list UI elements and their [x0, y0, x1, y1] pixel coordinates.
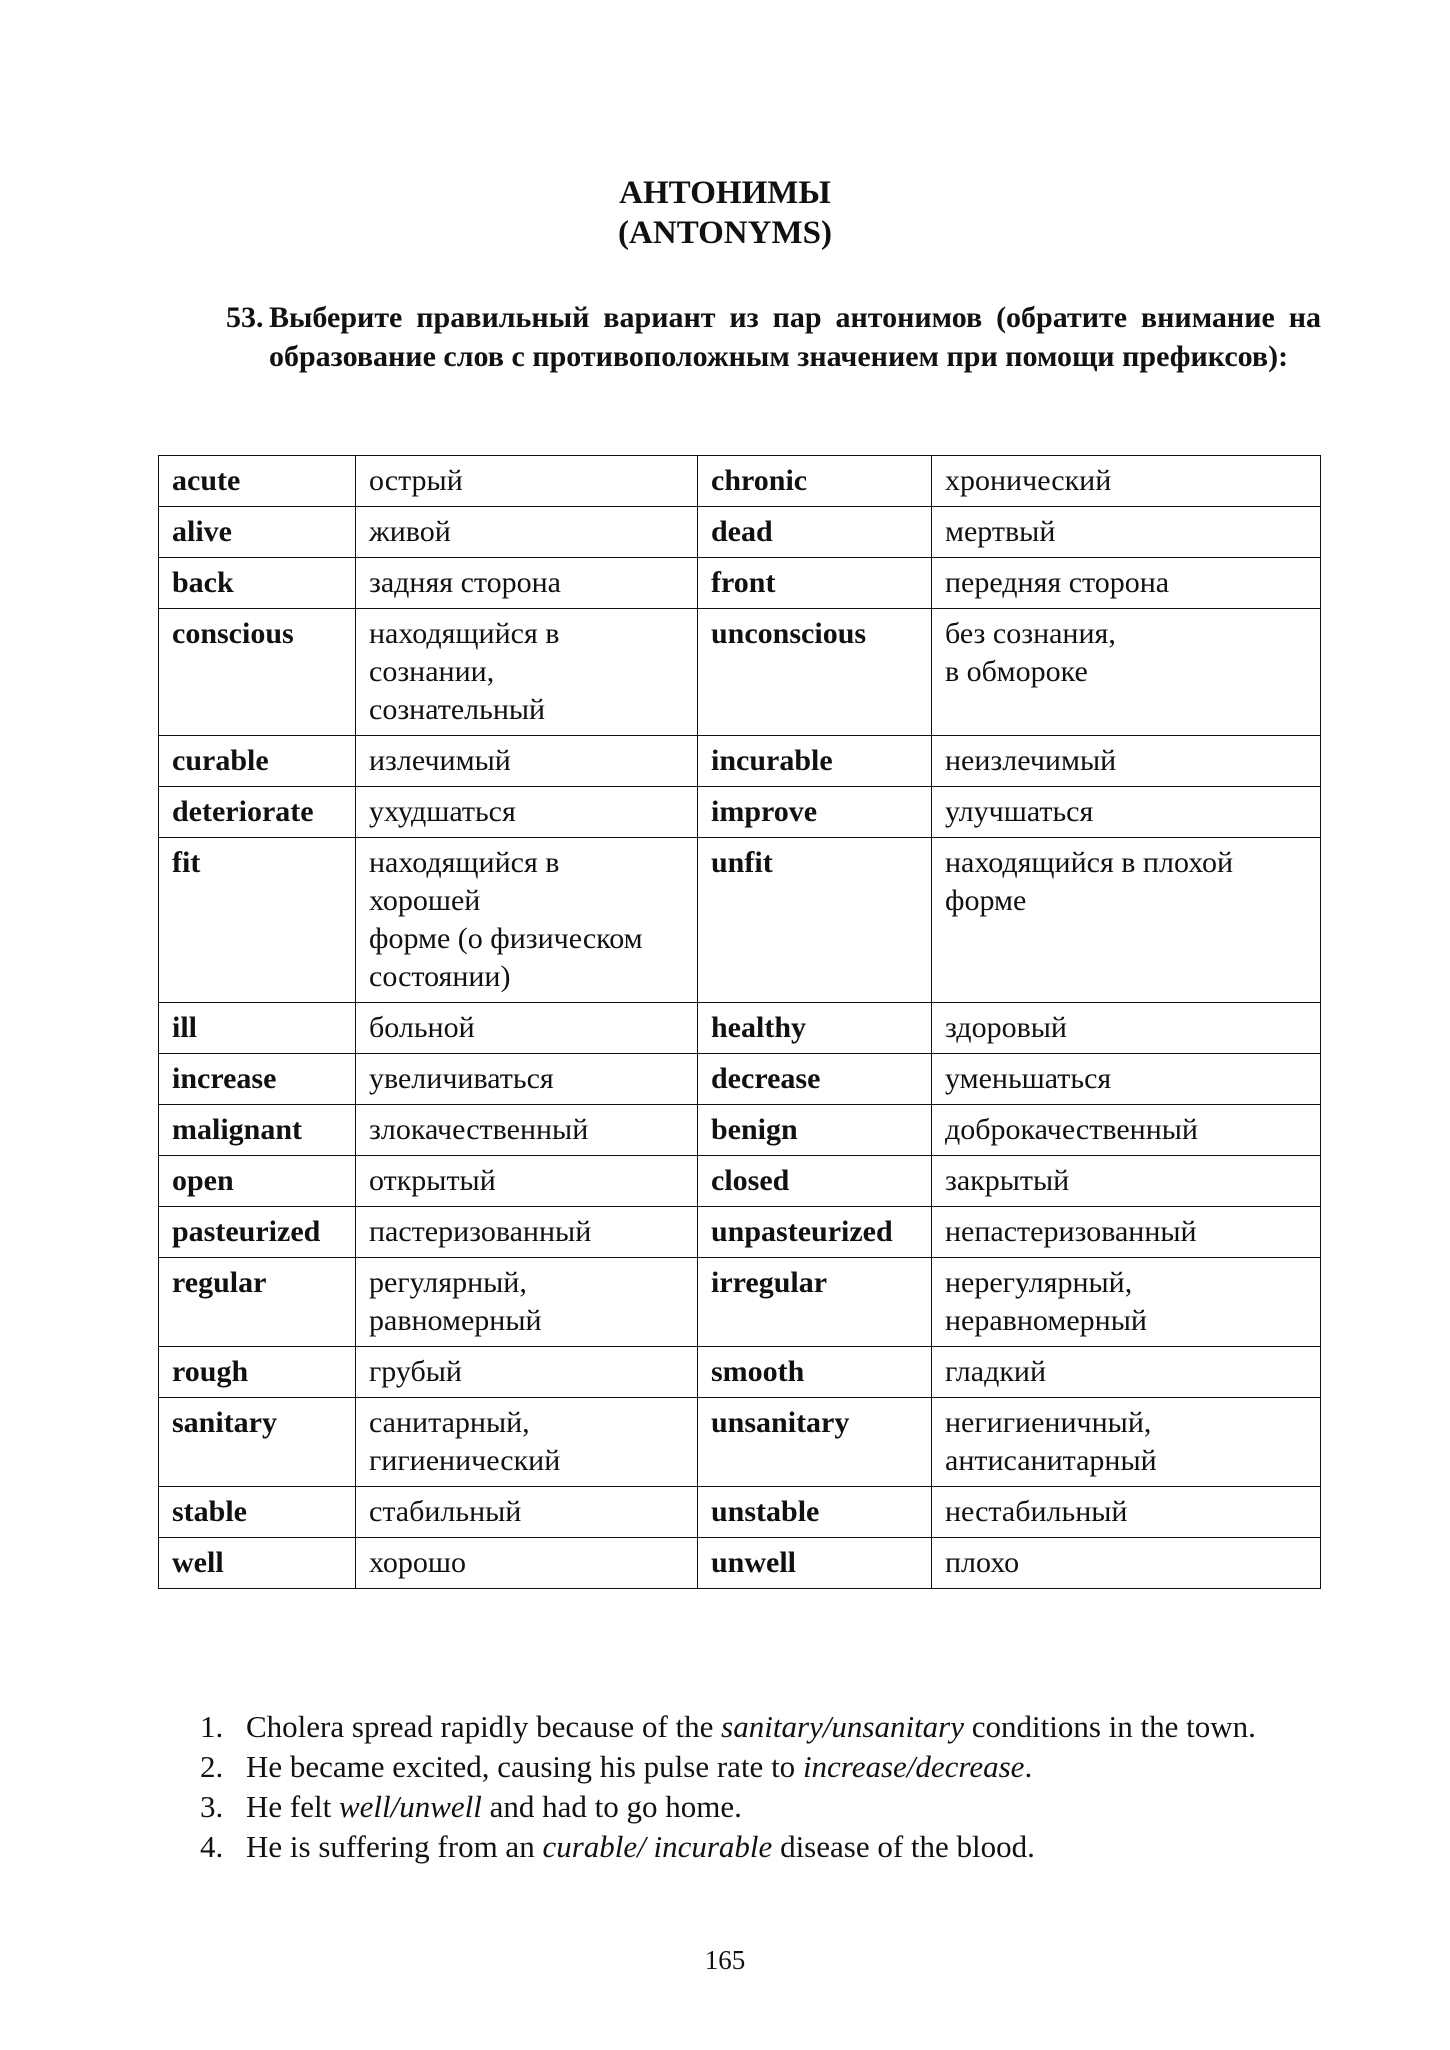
translation-line: находящийся в: [369, 846, 560, 879]
sentence-text-after: and had to go home.: [481, 1789, 742, 1824]
table-row: [159, 609, 1321, 736]
table-row: [159, 736, 1321, 787]
word-cell: conscious: [159, 609, 356, 736]
exercise-sentences: [200, 1707, 1330, 1867]
sentence-item: [200, 1707, 1330, 1747]
sentence-text-before: He is suffering from an: [246, 1829, 543, 1864]
antonym-cell: irregular: [698, 1258, 932, 1347]
translation-line: неизлечимый: [945, 744, 1117, 777]
translation-line: злокачественный: [369, 1113, 589, 1146]
translation-cell: [356, 1347, 698, 1398]
translation-line: нестабильный: [945, 1495, 1128, 1528]
translation-line: форме (о физическом: [369, 922, 643, 955]
translation-line: состоянии): [369, 960, 511, 993]
translation-line: хорошей: [369, 884, 481, 917]
table-row: [159, 507, 1321, 558]
translation-line: неравномерный: [945, 1304, 1147, 1337]
translation-line: передняя сторона: [945, 566, 1170, 599]
table-row: [159, 787, 1321, 838]
translation-cell: [356, 609, 698, 736]
translation-line: стабильный: [369, 1495, 522, 1528]
translation-line: здоровый: [945, 1011, 1067, 1044]
translation-line: острый: [369, 464, 463, 497]
translation-line: улучшаться: [945, 795, 1094, 828]
antonym-cell: unfit: [698, 838, 932, 1003]
translation-line: негигиеничный,: [945, 1406, 1152, 1439]
translation-line: увеличиваться: [369, 1062, 554, 1095]
translation-cell: [356, 1538, 698, 1589]
table-row: [159, 838, 1321, 1003]
translation-cell: [356, 1003, 698, 1054]
translation-line: регулярный,: [369, 1266, 527, 1299]
antonym-cell: closed: [698, 1156, 932, 1207]
translation-line: плохо: [945, 1546, 1020, 1579]
antonym-translation-cell: [932, 1054, 1321, 1105]
antonyms-table: [158, 455, 1321, 1589]
antonym-cell: unpasteurized: [698, 1207, 932, 1258]
word-choice: well/unwell: [338, 1789, 482, 1824]
table-row: [159, 558, 1321, 609]
translation-line: закрытый: [945, 1164, 1070, 1197]
antonym-translation-cell: [932, 1258, 1321, 1347]
translation-line: гладкий: [945, 1355, 1047, 1388]
antonym-cell: incurable: [698, 736, 932, 787]
antonym-translation-cell: [932, 1538, 1321, 1589]
translation-cell: [356, 1054, 698, 1105]
antonym-translation-cell: [932, 1156, 1321, 1207]
word-cell: back: [159, 558, 356, 609]
translation-cell: [356, 838, 698, 1003]
translation-line: сознательный: [369, 693, 546, 726]
sentence-item: [200, 1787, 1330, 1827]
sentence-text-before: He felt: [246, 1789, 339, 1824]
sentence-number: 4.: [200, 1829, 224, 1864]
translation-line: равномерный: [369, 1304, 542, 1337]
translation-line: пастеризованный: [369, 1215, 592, 1248]
word-cell: ill: [159, 1003, 356, 1054]
antonym-translation-cell: [932, 838, 1321, 1003]
word-cell: alive: [159, 507, 356, 558]
translation-cell: [356, 1207, 698, 1258]
word-choice: sanitary/unsanitary: [721, 1709, 964, 1744]
translation-cell: [356, 558, 698, 609]
antonym-cell: benign: [698, 1105, 932, 1156]
translation-cell: [356, 507, 698, 558]
word-cell: curable: [159, 736, 356, 787]
antonym-translation-cell: [932, 456, 1321, 507]
title-english: (ANTONYMS): [618, 215, 832, 251]
sentence-number: 1.: [200, 1709, 224, 1744]
antonym-cell: unconscious: [698, 609, 932, 736]
sentence-item: [200, 1827, 1330, 1867]
page-title: [0, 173, 1450, 253]
sentence-text-before: He became excited, causing his pulse rate to: [246, 1749, 803, 1784]
translation-cell: [356, 1398, 698, 1487]
translation-line: живой: [369, 515, 451, 548]
table-row: [159, 1105, 1321, 1156]
antonym-cell: decrease: [698, 1054, 932, 1105]
sentence-item: [200, 1747, 1330, 1787]
table-row: [159, 1538, 1321, 1589]
table-row: [159, 1054, 1321, 1105]
translation-cell: [356, 736, 698, 787]
translation-line: доброкачественный: [945, 1113, 1198, 1146]
word-choice: curable/ incurable: [542, 1829, 773, 1864]
antonym-translation-cell: [932, 736, 1321, 787]
sentence-text-after: .: [1024, 1749, 1033, 1784]
translation-line: мертвый: [945, 515, 1056, 548]
table-row: [159, 1258, 1321, 1347]
antonym-translation-cell: [932, 1003, 1321, 1054]
translation-line: без сознания,: [945, 617, 1116, 650]
translation-line: грубый: [369, 1355, 462, 1388]
translation-line: уменьшаться: [945, 1062, 1112, 1095]
word-choice: increase/decrease: [802, 1749, 1025, 1784]
exercise-number: 53.: [226, 301, 264, 334]
word-cell: well: [159, 1538, 356, 1589]
table-row: [159, 1207, 1321, 1258]
antonym-translation-cell: [932, 1105, 1321, 1156]
word-cell: open: [159, 1156, 356, 1207]
exercise-text: Выберите правильный вариант из пар антонимов (обратите внимание на образование слов с противоположным значением при помощи префиксов):: [269, 301, 1321, 373]
antonym-cell: front: [698, 558, 932, 609]
translation-line: сознании,: [369, 655, 495, 688]
translation-line: нерегулярный,: [945, 1266, 1133, 1299]
table-row: [159, 1398, 1321, 1487]
translation-line: в обмороке: [945, 655, 1088, 688]
translation-line: санитарный,: [369, 1406, 530, 1439]
antonym-translation-cell: [932, 787, 1321, 838]
translation-line: форме: [945, 884, 1027, 917]
table-row: [159, 1347, 1321, 1398]
translation-line: ухудшаться: [369, 795, 516, 828]
sentence-text-after: disease of the blood.: [772, 1829, 1035, 1864]
translation-line: находящийся в плохой: [945, 846, 1234, 879]
translation-line: непастеризованный: [945, 1215, 1197, 1248]
translation-line: открытый: [369, 1164, 496, 1197]
sentence-number: 3.: [200, 1789, 224, 1824]
word-cell: increase: [159, 1054, 356, 1105]
word-cell: stable: [159, 1487, 356, 1538]
translation-line: излечимый: [369, 744, 511, 777]
title-russian: АНТОНИМЫ: [619, 175, 831, 211]
translation-cell: [356, 1258, 698, 1347]
antonym-translation-cell: [932, 1398, 1321, 1487]
antonym-translation-cell: [932, 609, 1321, 736]
translation-line: находящийся в: [369, 617, 560, 650]
antonyms-table-body: [159, 456, 1321, 1589]
word-cell: acute: [159, 456, 356, 507]
table-row: [159, 1003, 1321, 1054]
exercise-instruction: [226, 298, 1321, 376]
translation-cell: [356, 1105, 698, 1156]
table-row: [159, 1156, 1321, 1207]
word-cell: pasteurized: [159, 1207, 356, 1258]
translation-line: антисанитарный: [945, 1444, 1157, 1477]
antonym-cell: chronic: [698, 456, 932, 507]
translation-line: задняя сторона: [369, 566, 561, 599]
word-cell: sanitary: [159, 1398, 356, 1487]
word-cell: fit: [159, 838, 356, 1003]
antonym-cell: unwell: [698, 1538, 932, 1589]
antonym-translation-cell: [932, 1207, 1321, 1258]
translation-line: больной: [369, 1011, 475, 1044]
antonym-cell: improve: [698, 787, 932, 838]
antonym-translation-cell: [932, 1487, 1321, 1538]
antonym-cell: healthy: [698, 1003, 932, 1054]
translation-line: гигиенический: [369, 1444, 561, 1477]
page-number: 165: [704, 1945, 746, 1975]
word-cell: malignant: [159, 1105, 356, 1156]
antonym-cell: smooth: [698, 1347, 932, 1398]
translation-line: хронический: [945, 464, 1112, 497]
antonym-translation-cell: [932, 507, 1321, 558]
word-cell: rough: [159, 1347, 356, 1398]
sentence-text-after: conditions in the town.: [964, 1709, 1256, 1744]
translation-line: хорошо: [369, 1546, 466, 1579]
antonym-cell: unsanitary: [698, 1398, 932, 1487]
translation-cell: [356, 1156, 698, 1207]
word-cell: deteriorate: [159, 787, 356, 838]
table-row: [159, 456, 1321, 507]
word-cell: regular: [159, 1258, 356, 1347]
translation-cell: [356, 787, 698, 838]
antonym-translation-cell: [932, 1347, 1321, 1398]
sentence-number: 2.: [200, 1749, 224, 1784]
translation-cell: [356, 456, 698, 507]
table-row: [159, 1487, 1321, 1538]
antonym-cell: unstable: [698, 1487, 932, 1538]
translation-cell: [356, 1487, 698, 1538]
antonym-cell: dead: [698, 507, 932, 558]
antonym-translation-cell: [932, 558, 1321, 609]
sentence-text-before: Cholera spread rapidly because of the: [246, 1709, 722, 1744]
